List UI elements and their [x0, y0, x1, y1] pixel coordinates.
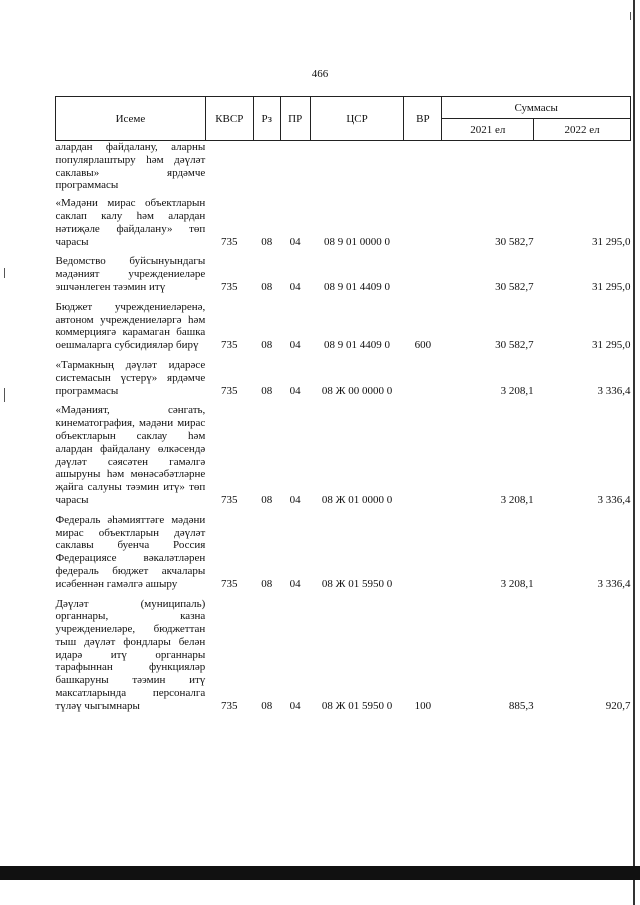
header-2022: 2022 ел — [534, 119, 631, 141]
row-name: Дәүләт (муниципаль) органнары, казна учреждениеләре, бюджеттан тыш дәүләт фондлары белән идарә итү органнары тарафыннан функцияләр башкаруны тәэмин итү максатларында персоналга түләү чыгымнары — [55, 597, 206, 712]
margin-mark — [630, 12, 631, 20]
row-sum-2021 — [442, 141, 534, 193]
row-kvsr: 735 — [221, 384, 238, 397]
row-name: «Тармакның дәүләт идарәсе системасын үстерү» ярдәмче программасы — [55, 358, 206, 397]
row-sum-2021: 885,3 — [508, 699, 534, 712]
margin-mark — [4, 388, 5, 402]
row-rz: 08 — [261, 235, 273, 248]
row-name: «Мәдәният, сәнгать, кинематография, мәдәни мирас объектларын саклау һәм алардан файдалану өлкәсендә дәүләт сәясәтен гамәлгә ашыруны һәм мөнәсәбәтләрне җайга салуны тәэмин итү» төп чарасы — [55, 404, 206, 506]
row-rz: 08 — [261, 493, 273, 506]
row-kvsr: 735 — [221, 699, 238, 712]
row-kvsr: 735 — [221, 235, 238, 248]
row-rz: 08 — [261, 699, 273, 712]
row-rz: 08 — [261, 280, 273, 293]
row-pr: 04 — [289, 493, 301, 506]
row-kvsr: 735 — [221, 280, 238, 293]
table-row — [56, 591, 631, 713]
row-sum-2022: 3 336,4 — [597, 493, 631, 506]
row-rz: 08 — [261, 577, 273, 590]
row-vr: 600 — [414, 339, 432, 352]
row-sum-2022: 3 336,4 — [597, 384, 631, 397]
header-vr: ВР — [404, 97, 442, 141]
margin-mark — [4, 268, 5, 278]
row-pr: 04 — [289, 339, 301, 352]
header-2021: 2021 ел — [442, 119, 534, 141]
row-vr — [404, 141, 442, 193]
row-kvsr — [205, 141, 253, 193]
table-row — [56, 141, 631, 193]
row-csr: 08 9 01 4409 0 — [324, 339, 391, 352]
scan-bottom-bar — [0, 866, 640, 880]
page-number: 466 — [311, 68, 329, 80]
table-row — [56, 507, 631, 591]
header-name: Исеме — [56, 97, 206, 141]
scan-edge — [633, 0, 635, 905]
header-csr: ЦСР — [310, 97, 404, 141]
row-pr: 04 — [289, 280, 301, 293]
row-vr — [404, 248, 442, 293]
budget-table — [55, 96, 631, 713]
row-kvsr: 735 — [221, 577, 238, 590]
row-csr: 08 9 01 0000 0 — [324, 235, 391, 248]
row-csr — [310, 141, 404, 193]
table-row — [56, 397, 631, 506]
header-pr: ПР — [280, 97, 310, 141]
row-vr — [404, 352, 442, 397]
row-sum-2021: 3 208,1 — [500, 384, 534, 397]
row-rz: 08 — [261, 384, 273, 397]
table-row — [56, 294, 631, 352]
row-sum-2022: 920,7 — [605, 699, 631, 712]
row-pr: 04 — [289, 699, 301, 712]
row-csr: 08 9 01 4409 0 — [324, 280, 391, 293]
table-body — [56, 141, 631, 713]
row-sum-2022: 3 336,4 — [597, 577, 631, 590]
table-row — [56, 352, 631, 397]
header-sums: Суммасы — [442, 97, 631, 119]
row-name: Бюджет учреждениеләренә, автоном учреждениеләргә һәм коммерциягә карамаган башка оешмаларга субсидияләр бирү — [55, 300, 206, 352]
row-csr: 08 Ж 01 0000 0 — [321, 493, 393, 506]
row-name: Ведомство буйсынуындагы мәдәният учреждениеләре эшчәнлеген тәэмин итү — [55, 255, 206, 293]
row-sum-2021: 3 208,1 — [500, 577, 534, 590]
row-csr: 08 Ж 00 0000 0 — [321, 384, 393, 397]
row-csr: 08 Ж 01 5950 0 — [321, 699, 393, 712]
table-header — [56, 97, 631, 141]
row-pr — [280, 141, 310, 193]
row-csr: 08 Ж 01 5950 0 — [321, 577, 393, 590]
row-sum-2022: 31 295,0 — [592, 280, 631, 293]
row-name: алардан файдалану, аларны популярлаштыру һәм дәүләт саклавы» ярдәмче программасы — [55, 141, 206, 192]
row-vr — [404, 192, 442, 248]
row-sum-2021: 30 582,7 — [495, 339, 534, 352]
row-sum-2022 — [534, 141, 631, 193]
row-vr — [404, 397, 442, 506]
row-name: «Мәдәни мирас объектларын саклап калу һәм алардан нәтиҗәле файдалану» төп чарасы — [55, 197, 206, 248]
row-pr: 04 — [289, 577, 301, 590]
table-row — [56, 248, 631, 293]
row-kvsr: 735 — [221, 493, 238, 506]
row-kvsr: 735 — [221, 339, 238, 352]
table-row — [56, 192, 631, 248]
row-pr: 04 — [289, 235, 301, 248]
row-sum-2022: 31 295,0 — [592, 339, 631, 352]
row-sum-2021: 30 582,7 — [495, 235, 534, 248]
row-sum-2021: 3 208,1 — [500, 493, 534, 506]
row-rz: 08 — [261, 339, 273, 352]
row-vr: 100 — [414, 699, 432, 712]
row-pr: 04 — [289, 384, 301, 397]
row-rz — [253, 141, 280, 193]
header-rz: Рз — [253, 97, 280, 141]
row-sum-2021: 30 582,7 — [495, 280, 534, 293]
row-sum-2022: 31 295,0 — [592, 235, 631, 248]
row-vr — [404, 507, 442, 591]
row-name: Федераль әһәмияттәге мәдәни мирас объектларын дәүләт саклавы буенча Россия Федерациясе вәкаләтләрен федераль бюджет акчалары исәбеннән гамәлгә ашыру — [55, 513, 206, 590]
header-kvsr: КВСР — [205, 97, 253, 141]
